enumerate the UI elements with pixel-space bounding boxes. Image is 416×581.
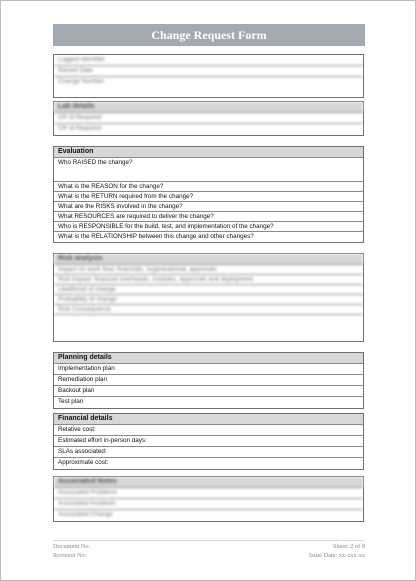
question-risks: What are the RISKS involved in the change? bbox=[54, 202, 363, 212]
approximate-cost-row: Approximate cost: bbox=[58, 459, 109, 466]
document-no-label: Document No: bbox=[53, 543, 91, 550]
table-row: Raised Date bbox=[54, 66, 363, 77]
question-responsible: Who is RESPONSIBLE for the build, test, and implementation of the change? bbox=[54, 222, 363, 232]
implementation-plan-row: Implementation plan bbox=[54, 364, 363, 375]
remediation-plan-row: Remediation plan bbox=[54, 375, 363, 386]
table-header: Risk analysis bbox=[54, 254, 363, 265]
table-header: Associated Notes bbox=[54, 477, 363, 488]
issue-date: Issue Date: xx-xxx-xx bbox=[309, 552, 365, 559]
estimated-effort-row: Estimated effort in-person days: bbox=[54, 436, 363, 447]
table-row: CR Id Required bbox=[58, 125, 102, 132]
backout-plan-row: Backout plan bbox=[54, 386, 363, 397]
evaluation-header: Evaluation bbox=[54, 147, 363, 158]
footer-divider bbox=[53, 540, 365, 541]
table-row: Associated Change bbox=[58, 511, 113, 518]
table-row: Likelihood of change bbox=[54, 285, 363, 295]
form-title: Change Request Form bbox=[53, 24, 365, 46]
test-plan-row: Test plan bbox=[58, 398, 84, 405]
table-row: Associated Incidents bbox=[54, 499, 363, 510]
table-row: Logged Identifier bbox=[54, 55, 363, 66]
table-row: Change Number bbox=[58, 78, 105, 85]
table-header: Lab details bbox=[54, 102, 363, 113]
table-row: Probability of change bbox=[54, 295, 363, 305]
question-return: What is the RETURN required from the change? bbox=[54, 192, 363, 202]
question-resources: What RESOURCES are required to deliver the change? bbox=[54, 212, 363, 222]
footer-right bbox=[309, 542, 365, 560]
risk-analysis-table bbox=[53, 253, 364, 342]
table-row: CR Id Required bbox=[54, 113, 363, 124]
relative-cost-row: Relative cost: bbox=[54, 425, 363, 436]
lab-details-table bbox=[53, 101, 364, 136]
table-row: Associated Problems bbox=[54, 488, 363, 499]
planning-table bbox=[53, 352, 364, 409]
financial-header: Financial details bbox=[54, 414, 363, 425]
associated-notes-table bbox=[53, 476, 364, 522]
table-row: Risk Impact: financial overheads, modules, approvals and deployment bbox=[54, 275, 363, 285]
revision-no-label: Revision No: bbox=[53, 552, 87, 559]
question-relationship: What is the RELATIONSHIP between this change and other changes? bbox=[58, 233, 254, 240]
financial-table bbox=[53, 413, 364, 470]
question-raised: Who RAISED the change? bbox=[54, 158, 363, 182]
table-row: Risk Consequence bbox=[54, 305, 363, 315]
evaluation-table bbox=[53, 146, 364, 243]
question-reason: What is the REASON for the change? bbox=[54, 182, 363, 192]
footer-left bbox=[53, 542, 90, 560]
slas-row: SLAs associated: bbox=[54, 447, 363, 458]
table-row: Impact on work flow, financials, organisational, approvals bbox=[54, 265, 363, 275]
table-row bbox=[54, 315, 363, 341]
sheet-number: Sheet: 2 of 8 bbox=[332, 543, 365, 550]
identification-table bbox=[53, 54, 364, 98]
planning-header: Planning details bbox=[54, 353, 363, 364]
